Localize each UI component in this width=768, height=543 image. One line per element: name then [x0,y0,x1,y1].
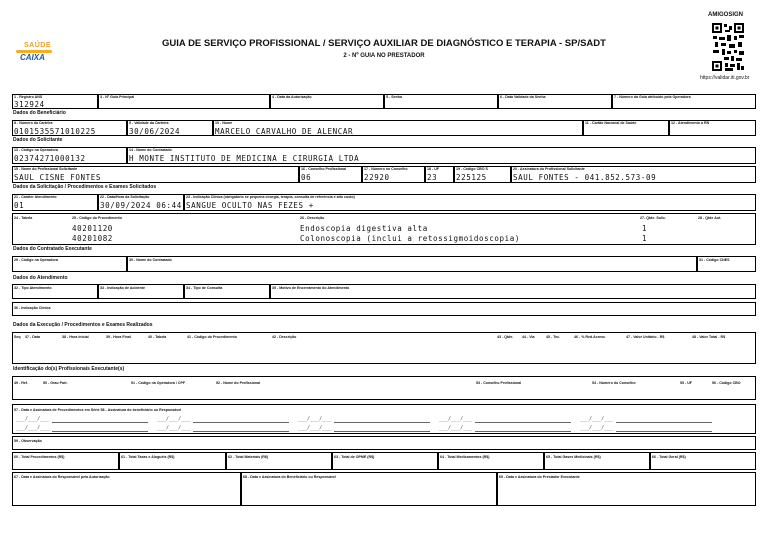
date-placeholder[interactable]: ___/___/___ [439,416,473,422]
date-placeholder[interactable]: ___/___/___ [298,425,332,431]
label-32: 32 - Tipo Atendimento [14,286,52,290]
label-63: 63 - Total de OPME (R$) [334,455,375,459]
label-38: 38 - Hora Inicial [62,335,89,339]
label-9: 9 - Validade da Carteira [129,121,169,125]
field-observacao [12,436,756,450]
date-placeholder[interactable]: ___/___/___ [580,416,614,422]
label-66: 66 - Total Geral (R$) [652,455,686,459]
label-42: 42 - Descrição [272,335,297,339]
label-49: 49 - Ref. [14,381,28,385]
label-19: 19 - Código CBO S [456,167,488,171]
label-55: 55 - UF [680,381,692,385]
label-26: 26 - Descrição [300,216,325,220]
date-placeholder[interactable]: ___/___/___ [439,425,473,431]
value-16: 06 [301,173,312,182]
verify-url[interactable]: https://validar.iti.gov.br [700,75,750,81]
procedure-qty: 1 [642,234,648,243]
label-57: 57 - Data e Assinatura de Procedimentos em Série 58 - Assinatura do beneficiário ou Responsável [14,408,182,412]
label-20: 20 - Assinatura do Profissional Solicitante [513,167,585,171]
value-8: 0101535571010225 [14,127,96,136]
label-29: 29 - Código na Operadora [14,258,58,262]
label-15: 15 - Nome do Profissional Solicitante [14,167,78,171]
label-59: 59 - Observação [14,439,42,443]
label-36: 36 - Indicação Clínica [14,306,51,310]
value-15: SAUL CISNE FONTES [14,173,101,182]
label-seq: Seq [14,335,21,339]
date-placeholder[interactable]: ___/___/___ [16,416,50,422]
signature-line[interactable] [475,431,571,432]
date-placeholder[interactable]: ___/___/___ [580,425,614,431]
label-11: 11 - Cartão Nacional de Saúde [585,121,637,125]
label-60: 60 - Total Procedimentos (R$) [14,455,65,459]
qr-code-icon [711,22,745,72]
label-37: 37 - Data [25,335,40,339]
document-title: GUIA DE SERVIÇO PROFISSIONAL / SERVIÇO AUXILIAR DE DIAGNÓSTICO E TERAPIA - SP/SADT [162,38,606,49]
signature-line[interactable] [334,431,430,432]
label-34: 34 - Tipo de Consulta [186,286,223,290]
label-44: 44 - Via [522,335,535,339]
label-67: 67 - Data e Assinatura do Responsável pela Autorização [14,475,110,479]
section-execucao: Dados da Execução / Procedimentos e Exames Realizados [13,322,153,328]
section-executante: Dados do Contratado Executante [13,246,92,252]
section-solicitacao: Dados da Solicitação / Procedimentos e Exames Solicitados [13,184,157,190]
value-19: 225125 [456,173,487,182]
label-69: 69 - Data e Assinatura do Prestador Executante [499,475,580,479]
label-52: 52 - Nome do Profissional [216,381,261,385]
label-56: 56 - Código CBO [712,381,741,385]
label-47: 47 - Valor Unitário - R$ [626,335,665,339]
label-5: 5 - Senha [386,95,402,99]
label-27: 27- Qtde. Solic. [640,216,666,220]
value-21: 01 [14,201,25,210]
label-23: 23 - Indicação Clínica (obrigatório se pequena cirurgia, terapia, consulta de referência e alto custo) [186,195,355,199]
label-6: 6 - Data Validade da Senha [500,95,546,99]
signature-line[interactable] [193,431,289,432]
logo-text-saude: SAÚDE [24,42,52,49]
value-20: SAUL FONTES - 041.852.573-09 [513,173,657,182]
label-3: 3 - Nº Guia Principal [100,95,135,99]
value-22: 30/09/2024 06:44 [100,201,182,210]
field-nome-contratado-exec [127,256,697,272]
label-31: 31 - Código CNES [699,258,730,262]
signature-line[interactable] [475,422,571,423]
date-placeholder[interactable]: ___/___/___ [16,425,50,431]
label-7: 7 - Número da Guia atribuído pela Operadora [614,95,691,99]
section-atendimento: Dados do Atendimento [13,275,68,281]
label-18: 18 - UF [427,167,439,171]
label-53: 53 - Conselho Profissional [476,381,522,385]
date-placeholder[interactable]: ___/___/___ [157,416,191,422]
logo-text-caixa: CAIXA [20,53,45,62]
label-39: 39 - Hora Final [106,335,131,339]
signature-line[interactable] [52,422,148,423]
label-33: 33 - Indicação de Acidente [100,286,146,290]
value-1: 312924 [14,100,45,109]
label-35: 35 - Motivo de Encerramento do Atendimento [272,286,350,290]
label-14: 14 - Nome do Contratado [129,148,172,152]
signature-line[interactable] [334,422,430,423]
label-41: 41 - Código do Procedimento [187,335,237,339]
label-68: 68 - Data e Assinatura do Beneficiário ou Responsável [243,475,336,479]
label-62: 62 - Total Materiais (R$) [228,455,269,459]
document-subtitle: 2 - Nº GUIA NO PRESTADOR [343,53,425,59]
label-65: 65 - Total Gases Medicinais (R$) [546,455,601,459]
value-14: H MONTE INSTITUTO DE MEDICINA E CIRURGIA LTDA [129,154,360,163]
date-placeholder[interactable]: ___/___/___ [298,416,332,422]
label-50: 50 - Grau Part. [43,381,68,385]
label-61: 61 - Total Taxas e Aluguéis (R$) [121,455,175,459]
label-51: 51 - Código na Operadora / CPF [131,381,186,385]
section-beneficiario: Dados do Beneficiário [13,110,66,116]
sign-label: AMIGOSIGN [708,12,744,18]
value-9: 30/06/2024 [129,127,181,136]
procedure-code: 40201120 [72,224,113,233]
field-indicacao-clinica-exec [12,302,756,316]
label-25: 25 - Código do Procedimento [72,216,122,220]
section-profissionais: Identificação do(s) Profissionais Executante(s) [13,366,125,372]
label-17: 17 - Número no Conselho [364,167,408,171]
label-64: 64 - Total Medicamentos (R$) [440,455,490,459]
label-24: 24 - Tabela [14,216,33,220]
label-30: 30 - Nome do Contratado [129,258,172,262]
signature-line[interactable] [616,431,712,432]
label-40: 40 - Tabela [148,335,167,339]
label-22: 22 - Data/Hora da Solicitação [100,195,150,199]
label-8: 8 - Número da Carteira [14,121,53,125]
label-12: 12 - Atendimento a RN [671,121,710,125]
signature-line[interactable] [52,431,148,432]
date-placeholder[interactable]: ___/___/___ [157,425,191,431]
professionals-table [12,376,756,400]
label-43: 43 - Qtde. [497,335,514,339]
section-solicitante: Dados do Solicitante [13,137,63,143]
signature-line[interactable] [193,422,289,423]
label-46: 46 - % Red.Acresc. [574,335,607,339]
label-16: 16 - Conselho Profissional [301,167,347,171]
label-13: 13 - Código na Operadora [14,148,58,152]
label-10: 10 - Nome [215,121,233,125]
label-54: 54 - Número do Conselho [592,381,636,385]
value-17: 22920 [364,173,390,182]
value-10: MARCELO CARVALHO DE ALENCAR [215,127,354,136]
label-48: 48 - Valor Total - R$ [692,335,726,339]
value-13: 02374271000132 [14,154,86,163]
procedure-desc: Colonoscopia (inclui a retossigmoidoscopia) [300,234,520,243]
label-4: 4 - Data da Autorização [272,95,312,99]
label-45: 45 - Tec. [546,335,561,339]
signature-line[interactable] [616,422,712,423]
label-1: 1 - Registro ANS [14,95,43,99]
procedure-qty: 1 [642,224,648,233]
value-18: 23 [427,173,438,182]
label-28: 28 - Qtde Aut. [698,216,722,220]
value-23: SANGUE OCULTO NAS FEZES + [186,201,314,210]
label-21: 21 - Caráter Atendimento [14,195,57,199]
procedure-code: 40201082 [72,234,113,243]
procedure-desc: Endoscopia digestiva alta [300,224,428,233]
